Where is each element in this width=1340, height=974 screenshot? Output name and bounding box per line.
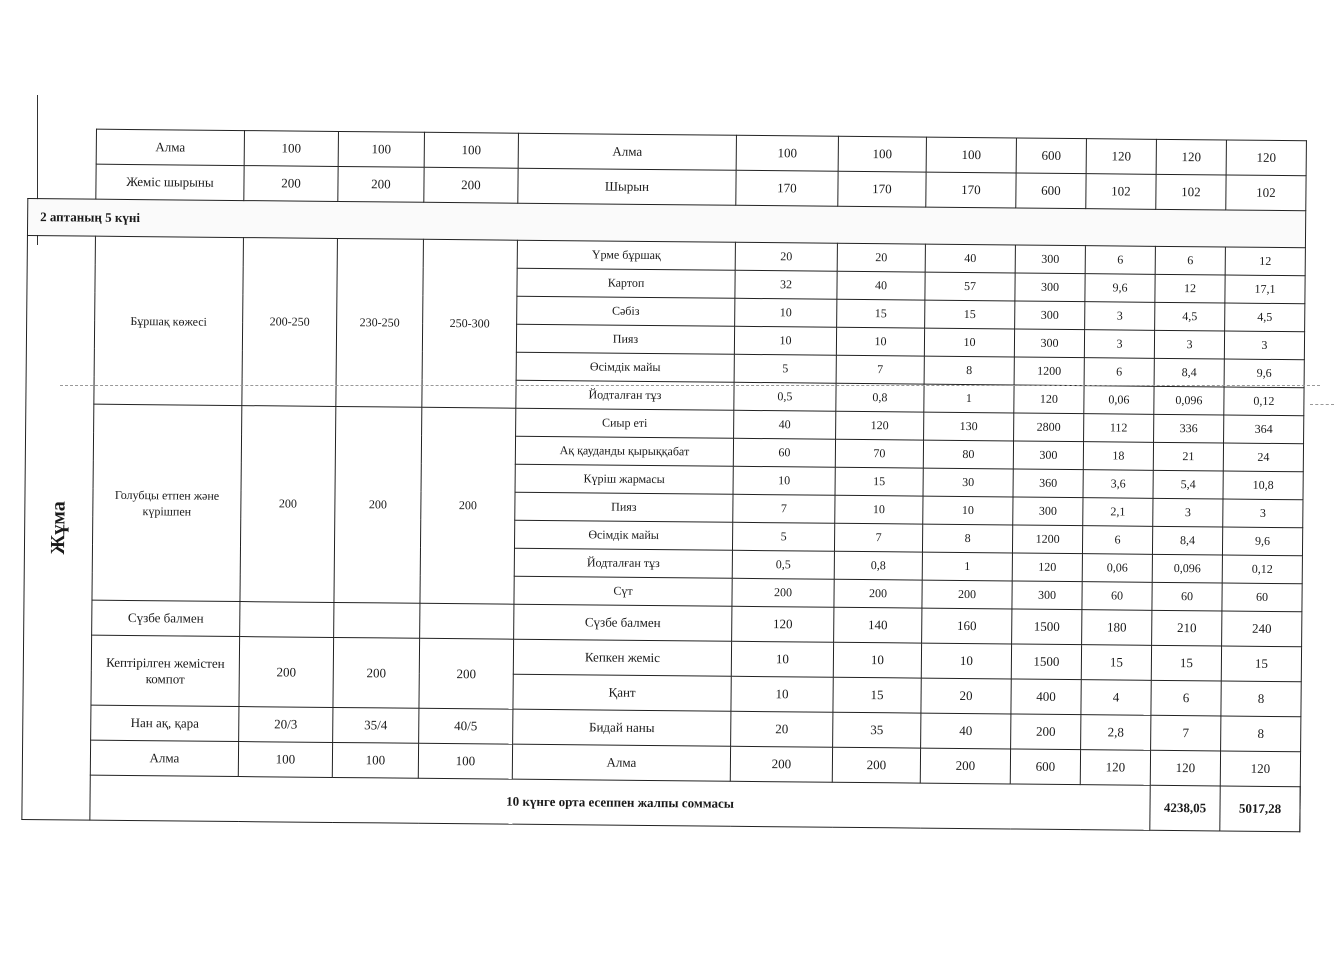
cost-1: 9,6: [1085, 274, 1155, 303]
scan-fold-line: [60, 385, 1320, 386]
gram-2: 200: [834, 579, 922, 608]
cost-3: 8: [1221, 716, 1301, 752]
gram-1: 100: [736, 135, 838, 171]
price: 360: [1013, 469, 1083, 498]
gram-3: 130: [924, 412, 1014, 441]
gram-3: 1: [924, 384, 1014, 413]
cost-2: 7: [1151, 715, 1221, 751]
price: 400: [1011, 679, 1081, 715]
gram-1: 7: [733, 494, 835, 523]
gram-2: 10: [836, 327, 924, 356]
cost-1: 102: [1086, 174, 1156, 210]
gram-2: 35: [833, 712, 921, 748]
cost-1: 60: [1082, 582, 1152, 611]
gram-1: 10: [735, 298, 837, 327]
cost-2: 102: [1156, 174, 1226, 210]
price: 600: [1016, 138, 1086, 174]
dish-name: Алма: [90, 740, 238, 776]
portion-2: 35/4: [333, 707, 419, 743]
total-2: 5017,28: [1220, 786, 1300, 832]
cost-1: 3: [1085, 302, 1155, 331]
cost-2: 6: [1155, 246, 1225, 275]
gram-2: 7: [834, 523, 922, 552]
gram-1: 0,5: [734, 382, 836, 411]
gram-1: 10: [731, 641, 833, 677]
dish-name: Алма: [96, 129, 244, 165]
gram-3: 10: [921, 643, 1011, 679]
cost-2: 210: [1152, 610, 1222, 646]
cost-3: 120: [1220, 751, 1300, 787]
dish-name: Сүзбе балмен: [92, 600, 240, 636]
portion-1: [240, 602, 334, 638]
cost-3: 17,1: [1225, 275, 1305, 304]
portion-3: 200: [419, 638, 514, 709]
gram-3: 15: [925, 300, 1015, 329]
gram-2: 100: [838, 136, 926, 172]
cost-3: 9,6: [1224, 359, 1304, 388]
gram-3: 100: [926, 137, 1016, 173]
ingredient-name: Қант: [513, 674, 731, 711]
gram-1: 10: [733, 466, 835, 495]
gram-2: 70: [835, 439, 923, 468]
ingredient-name: Сүт: [514, 576, 732, 606]
weekday-cell: [22, 235, 96, 820]
cost-2: 60: [1152, 582, 1222, 611]
gram-3: 80: [923, 440, 1013, 469]
totals-label: 10 күнге орта есеппен жалпы соммасы: [90, 775, 1150, 830]
ingredient-name: Кепкен жеміс: [513, 639, 731, 676]
weekday-label: Жұма: [46, 501, 70, 555]
cost-2: 21: [1153, 442, 1223, 471]
ingredient-name: Алма: [512, 744, 730, 781]
menu-sheet: [21, 128, 1307, 832]
cost-2: 3: [1154, 330, 1224, 359]
gram-1: 0,5: [732, 550, 834, 579]
cost-1: 18: [1083, 442, 1153, 471]
cost-3: 120: [1226, 140, 1306, 176]
cost-1: 6: [1085, 246, 1155, 275]
portion-1: 20/3: [239, 707, 333, 743]
gram-3: 1: [922, 552, 1012, 581]
cost-2: 15: [1151, 645, 1221, 681]
gram-1: 200: [730, 746, 832, 782]
ingredient-name: Йодталған тұз: [516, 380, 734, 410]
price: 300: [1015, 301, 1085, 330]
gram-2: 10: [833, 642, 921, 678]
cost-1: 180: [1082, 610, 1152, 646]
portion-3: 250-300: [422, 239, 518, 408]
price: 1500: [1011, 644, 1081, 680]
price: 600: [1016, 173, 1086, 209]
ingredient-name: Пияз: [516, 324, 734, 354]
ingredient-name: Бидай наны: [513, 709, 731, 746]
gram-1: 60: [733, 438, 835, 467]
gram-2: 7: [836, 355, 924, 384]
portion-1: 200-250: [242, 238, 338, 407]
cost-1: 4: [1081, 680, 1151, 716]
cost-3: 9,6: [1222, 527, 1302, 556]
ingredient-name: Күріш жармасы: [515, 464, 733, 494]
cost-2: 5,4: [1153, 470, 1223, 499]
ingredient-name: Шырын: [518, 168, 736, 205]
cost-2: 6: [1151, 680, 1221, 716]
portion-1: 200: [239, 637, 334, 708]
spacer-cell: [28, 164, 96, 200]
cost-1: 120: [1086, 139, 1156, 175]
cost-3: 3: [1223, 499, 1303, 528]
gram-2: 200: [832, 747, 920, 783]
gram-3: 10: [924, 328, 1014, 357]
ingredient-name: Йодталған тұз: [514, 548, 732, 578]
gram-1: 10: [731, 676, 833, 712]
dish-name: Голубцы етпен және күрішпен: [92, 404, 242, 601]
gram-1: 5: [732, 522, 834, 551]
gram-3: 40: [921, 713, 1011, 749]
cost-1: 0,06: [1082, 554, 1152, 583]
dish-name: Бұршақ көжесі: [94, 236, 244, 405]
cost-2: 336: [1154, 414, 1224, 443]
ingredient-name: Өсімдік майы: [516, 352, 734, 382]
gram-3: 10: [923, 496, 1013, 525]
portion-3: [420, 603, 514, 639]
portion-1: 100: [238, 742, 332, 778]
cost-1: 0,06: [1084, 386, 1154, 415]
gram-1: 20: [735, 242, 837, 271]
price: 600: [1010, 749, 1080, 785]
portion-2: 200: [334, 406, 422, 603]
gram-2: 15: [837, 299, 925, 328]
gram-3: 30: [923, 468, 1013, 497]
cost-3: 364: [1224, 415, 1304, 444]
portion-3: 40/5: [419, 708, 513, 744]
dish-name: Нан ақ, қара: [91, 705, 239, 741]
gram-3: 40: [925, 244, 1015, 273]
gram-3: 8: [924, 356, 1014, 385]
spacer-cell: [28, 129, 96, 165]
gram-1: 170: [736, 170, 838, 206]
portion-2: 100: [332, 742, 418, 778]
price: 300: [1015, 273, 1085, 302]
gram-1: 10: [734, 326, 836, 355]
gram-1: 200: [732, 578, 834, 607]
cost-3: 10,8: [1223, 471, 1303, 500]
ingredient-name: Сәбіз: [517, 296, 735, 326]
cost-2: 8,4: [1154, 358, 1224, 387]
price: 300: [1013, 497, 1083, 526]
gram-1: 5: [734, 354, 836, 383]
cost-3: 4,5: [1225, 303, 1305, 332]
cost-1: 2,8: [1081, 715, 1151, 751]
gram-2: 0,8: [834, 551, 922, 580]
cost-1: 3,6: [1083, 470, 1153, 499]
cost-3: 102: [1226, 175, 1306, 211]
cost-2: 120: [1156, 139, 1226, 175]
cost-2: 120: [1150, 750, 1220, 786]
cost-3: 0,12: [1224, 387, 1304, 416]
price: 120: [1014, 385, 1084, 414]
dish-name: Кептірілген жемістен компот: [91, 635, 240, 706]
day-header: 2 аптаның 5 күні: [27, 199, 1305, 248]
ingredient-name: Сүзбе балмен: [514, 604, 732, 641]
ingredient-name: Өсімдік майы: [514, 520, 732, 550]
gram-3: 57: [925, 272, 1015, 301]
price: 2800: [1014, 413, 1084, 442]
dish-name: Жеміс шырыны: [96, 164, 244, 200]
gram-2: 140: [834, 607, 922, 643]
price: 1500: [1012, 609, 1082, 645]
portion-3: 100: [418, 743, 512, 779]
ingredient-name: Сиыр еті: [516, 408, 734, 438]
menu-table: [21, 128, 1307, 832]
cost-2: 4,5: [1155, 302, 1225, 331]
cost-1: 112: [1084, 414, 1154, 443]
gram-3: 20: [921, 678, 1011, 714]
gram-1: 40: [734, 410, 836, 439]
gram-2: 10: [835, 495, 923, 524]
portion-3: 200: [424, 167, 518, 203]
cost-1: 6: [1084, 358, 1154, 387]
price: 1200: [1012, 525, 1082, 554]
price: 300: [1014, 329, 1084, 358]
ingredient-name: Пияз: [515, 492, 733, 522]
gram-3: 8: [922, 524, 1012, 553]
price: 200: [1011, 714, 1081, 750]
gram-2: 0,8: [836, 383, 924, 412]
cost-3: 15: [1221, 646, 1301, 682]
portion-2: 200: [333, 637, 420, 708]
ingredient-name: Ақ қауданды қырыққабат: [515, 436, 733, 466]
portion-3: 100: [424, 132, 518, 168]
cost-2: 3: [1153, 498, 1223, 527]
cost-2: 0,096: [1152, 554, 1222, 583]
scan-fold-line: [1310, 404, 1334, 405]
price: 1200: [1014, 357, 1084, 386]
cost-2: 8,4: [1152, 526, 1222, 555]
gram-3: 200: [922, 580, 1012, 609]
cost-1: 2,1: [1083, 498, 1153, 527]
total-1: 4238,05: [1150, 785, 1220, 831]
gram-3: 200: [920, 748, 1010, 784]
price: 300: [1012, 581, 1082, 610]
cost-2: 0,096: [1154, 386, 1224, 415]
price: 300: [1015, 245, 1085, 274]
cost-3: 3: [1224, 331, 1304, 360]
cost-1: 6: [1082, 526, 1152, 555]
cost-1: 3: [1084, 330, 1154, 359]
gram-2: 20: [837, 243, 925, 272]
portion-2: 200: [338, 166, 424, 202]
ingredient-name: Картоп: [517, 268, 735, 298]
portion-2: [334, 602, 420, 638]
gram-2: 170: [838, 171, 926, 207]
cost-3: 8: [1221, 681, 1301, 717]
gram-2: 15: [835, 467, 923, 496]
portion-3: 200: [420, 407, 516, 604]
price: 120: [1012, 553, 1082, 582]
cost-3: 240: [1222, 611, 1302, 647]
ingredient-name: Алма: [518, 133, 736, 170]
cost-1: 120: [1080, 750, 1150, 786]
cost-3: 0,12: [1222, 555, 1302, 584]
gram-1: 120: [732, 606, 834, 642]
portion-1: 200: [240, 406, 336, 603]
gram-2: 40: [837, 271, 925, 300]
portion-1: 100: [244, 131, 338, 167]
cost-2: 12: [1155, 274, 1225, 303]
ingredient-name: Үрме бұршақ: [517, 240, 735, 270]
price: 300: [1013, 441, 1083, 470]
portion-2: 100: [338, 131, 424, 167]
cost-3: 24: [1223, 443, 1303, 472]
cost-3: 60: [1222, 583, 1302, 612]
gram-3: 160: [922, 608, 1012, 644]
portion-1: 200: [244, 166, 338, 202]
gram-1: 32: [735, 270, 837, 299]
portion-2: 230-250: [336, 238, 424, 407]
gram-2: 120: [836, 411, 924, 440]
gram-2: 15: [833, 677, 921, 713]
gram-3: 170: [926, 172, 1016, 208]
cost-3: 12: [1225, 247, 1305, 276]
gram-1: 20: [731, 711, 833, 747]
cost-1: 15: [1081, 645, 1151, 681]
